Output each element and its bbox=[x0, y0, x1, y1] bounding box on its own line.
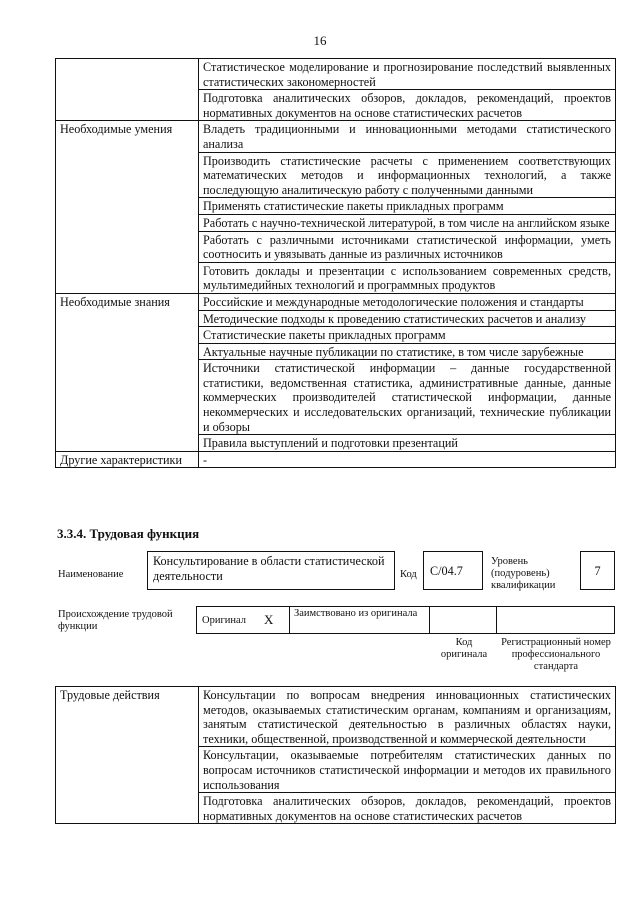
row-item-text: Методические подходы к проведению статистических расчетов и анализу bbox=[199, 310, 616, 327]
row-item-text: Консультации, оказываемые потребителям статистических данных по вопросам источников статистической информации и методов их правильного использования bbox=[199, 747, 616, 793]
row-item-text: Российские и международные методологические положения и стандарты bbox=[199, 293, 616, 310]
row-category-label: Необходимые умения bbox=[56, 121, 199, 294]
row-item-text: Статистическое моделирование и прогнозирование последствий выявленных статистических закономерностей bbox=[199, 59, 616, 90]
table-row bbox=[56, 293, 616, 310]
page-number: 16 bbox=[313, 33, 327, 48]
origin-divider-3 bbox=[496, 606, 497, 634]
name-label: Наименование bbox=[58, 569, 124, 580]
row-item-text: Подготовка аналитических обзоров, докладов, рекомендаций, проектов нормативных документов на основе статистических расчетов bbox=[199, 793, 616, 824]
registration-number-label: Регистрационный номер профессионального стандарта bbox=[501, 637, 611, 672]
code-original-label: Код оригинала bbox=[440, 637, 488, 660]
row-item-text: - bbox=[199, 451, 616, 468]
row-item-text: Консультации по вопросам внедрения инновационных статистических методов, оказываемых статистическим органам, компаниям и организациям, занятым статистической деятельностью в различных областях науки, техники, общественной, производственной и коммерческой деятельности bbox=[199, 687, 616, 747]
row-item-text: Подготовка аналитических обзоров, докладов, рекомендаций, проектов нормативных документов на основе статистических расчетов bbox=[199, 90, 616, 121]
row-category-label: Трудовые действия bbox=[56, 687, 199, 824]
row-category-label: Другие характеристики bbox=[56, 451, 199, 468]
table-row bbox=[56, 59, 616, 90]
origin-divider-2 bbox=[429, 606, 430, 634]
code-value: C/04.7 bbox=[423, 551, 483, 590]
labor-actions-table bbox=[55, 686, 616, 824]
table-row bbox=[56, 687, 616, 747]
level-value: 7 bbox=[580, 551, 615, 590]
table-row bbox=[56, 121, 616, 152]
competency-table bbox=[55, 58, 616, 468]
section-title: 3.3.4. Трудовая функция bbox=[57, 526, 200, 541]
borrowed-label: Заимствовано из оригинала bbox=[294, 608, 418, 619]
origin-label: Происхождение трудовой функции bbox=[58, 609, 173, 632]
row-category-label bbox=[56, 59, 199, 121]
row-item-text: Работать с научно-технической литературой, в том числе на английском языке bbox=[199, 214, 616, 231]
row-item-text: Готовить доклады и презентации с использованием современных средств, мультимедийных технологий и программных продуктов bbox=[199, 262, 616, 293]
row-item-text: Правила выступлений и подготовки презентаций bbox=[199, 435, 616, 452]
row-item-text: Актуальные научные публикации по статистике, в том числе зарубежные bbox=[199, 343, 616, 360]
row-item-text: Применять статистические пакеты прикладных программ bbox=[199, 198, 616, 215]
original-label: Оригинал bbox=[202, 615, 246, 626]
row-item-text: Владеть традиционными и инновационными методами статистического анализа bbox=[199, 121, 616, 152]
row-item-text: Источники статистической информации – данные государственной статистики, ведомственная статистика, административные данные, данные коммерческих производителей статистической информации, данные некоммерческих и исследовательских организаций, технические публикации и обзоры bbox=[199, 360, 616, 435]
row-category-label: Необходимые знания bbox=[56, 293, 199, 451]
original-mark: X bbox=[264, 612, 274, 627]
origin-divider-1 bbox=[289, 606, 290, 634]
code-label: Код bbox=[400, 569, 417, 580]
row-item-text: Статистические пакеты прикладных программ bbox=[199, 327, 616, 344]
row-item-text: Работать с различными источниками статистической информации, уметь соотносить и увязывать данные из различных источников bbox=[199, 231, 616, 262]
row-item-text: Производить статистические расчеты с применением соответствующих математических методов и информационных технологий, а также последующую аналитическую работу с полученными данными bbox=[199, 152, 616, 198]
table-row bbox=[56, 451, 616, 468]
function-name-value: Консультирование в области статистической деятельности bbox=[147, 551, 395, 590]
level-label: Уровень (подуровень) квалификации bbox=[491, 556, 556, 591]
